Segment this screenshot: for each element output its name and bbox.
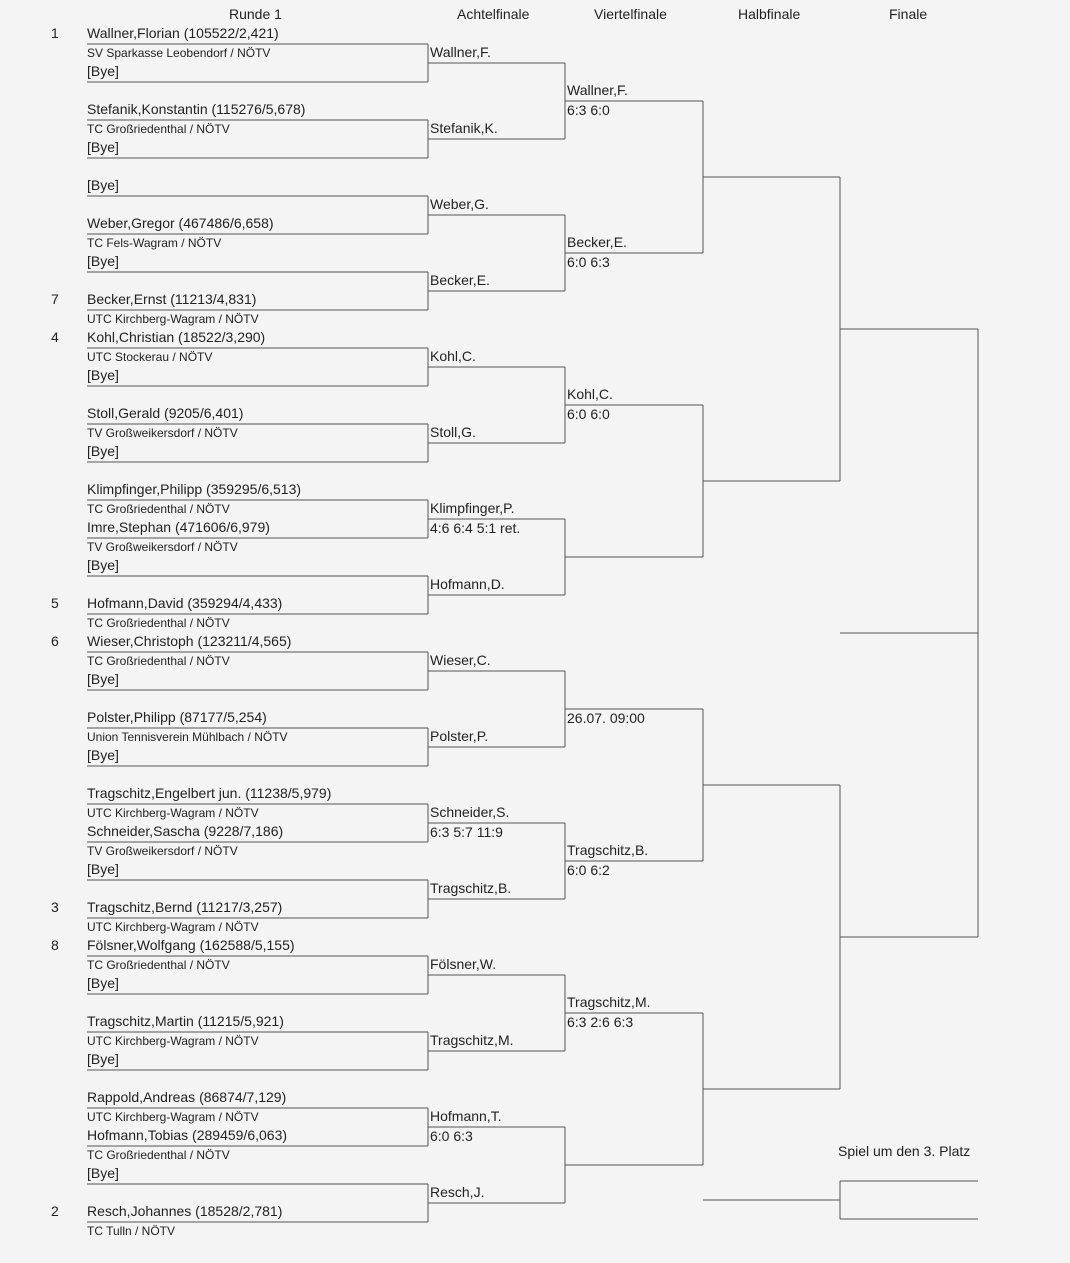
match-score: 6:3 2:6 6:3 — [567, 1014, 634, 1030]
player-name: [Bye] — [87, 747, 119, 763]
club-name: UTC Stockerau / NÖTV — [87, 350, 213, 364]
match-winner: Hofmann,T. — [430, 1108, 502, 1124]
player-name: Tragschitz,Engelbert jun. (11238/5,979) — [87, 785, 332, 801]
match-winner: Stoll,G. — [430, 424, 476, 440]
player-name: Tragschitz,Bernd (11217/3,257) — [87, 899, 283, 915]
match-winner: Weber,G. — [430, 196, 489, 212]
club-name: UTC Kirchberg-Wagram / NÖTV — [87, 312, 259, 326]
player-name: Schneider,Sascha (9228/7,186) — [87, 823, 284, 839]
match-winner: Stefanik,K. — [430, 120, 498, 136]
player-name: Fölsner,Wolfgang (162588/5,155) — [87, 937, 295, 953]
seed-number: 1 — [51, 25, 59, 41]
match-winner: Tragschitz,M. — [430, 1032, 514, 1048]
seed-number: 2 — [51, 1203, 59, 1219]
seed-number: 4 — [51, 329, 59, 345]
match-score: 6:3 5:7 11:9 — [430, 824, 503, 840]
player-name: [Bye] — [87, 139, 119, 155]
player-name: Hofmann,David (359294/4,433) — [87, 595, 283, 611]
player-name: Klimpfinger,Philipp (359295/6,513) — [87, 481, 302, 497]
match-winner: Schneider,S. — [430, 804, 510, 820]
match-score: 6:0 6:3 — [430, 1128, 473, 1144]
player-name: [Bye] — [87, 671, 119, 687]
player-name: Hofmann,Tobias (289459/6,063) — [87, 1127, 288, 1143]
player-name: Stoll,Gerald (9205/6,401) — [87, 405, 244, 421]
club-name: Union Tennisverein Mühlbach / NÖTV — [87, 730, 288, 744]
player-name: Rappold,Andreas (86874/7,129) — [87, 1089, 287, 1105]
club-name: TC Fels-Wagram / NÖTV — [87, 236, 222, 250]
player-name: Becker,Ernst (11213/4,831) — [87, 291, 257, 307]
club-name: UTC Kirchberg-Wagram / NÖTV — [87, 1110, 259, 1124]
player-name: [Bye] — [87, 1051, 119, 1067]
club-name: TV Großweikersdorf / NÖTV — [87, 426, 238, 440]
match-score: 6:0 6:2 — [567, 862, 610, 878]
player-name: [Bye] — [87, 443, 119, 459]
player-name: Resch,Johannes (18528/2,781) — [87, 1203, 283, 1219]
match-winner: Klimpfinger,P. — [430, 500, 515, 516]
header-halbfinale: Halbfinale — [738, 6, 801, 22]
match-score: 6:0 6:0 — [567, 406, 610, 422]
player-name: [Bye] — [87, 557, 119, 573]
club-name: TC Tulln / NÖTV — [87, 1224, 176, 1238]
seed-number: 3 — [51, 899, 59, 915]
club-name: SV Sparkasse Leobendorf / NÖTV — [87, 46, 271, 60]
match-winner: Hofmann,D. — [430, 576, 505, 592]
header-finale: Finale — [889, 6, 928, 22]
match-score: 6:3 6:0 — [567, 102, 610, 118]
match-winner: Wallner,F. — [567, 82, 628, 98]
match-winner: Becker,E. — [430, 272, 490, 288]
player-name: [Bye] — [87, 975, 119, 991]
match-winner: Wallner,F. — [430, 44, 491, 60]
club-name: TC Großriedenthal / NÖTV — [87, 958, 230, 972]
player-name: Imre,Stephan (471606/6,979) — [87, 519, 270, 535]
match-winner: Wieser,C. — [430, 652, 491, 668]
player-name: Polster,Philipp (87177/5,254) — [87, 709, 267, 725]
player-name: [Bye] — [87, 177, 119, 193]
match-score: 6:0 6:3 — [567, 254, 610, 270]
player-name: [Bye] — [87, 1165, 119, 1181]
header-achtelfinale: Achtelfinale — [457, 6, 530, 22]
header-viertelfinale: Viertelfinale — [594, 6, 667, 22]
club-name: TC Großriedenthal / NÖTV — [87, 1148, 230, 1162]
club-name: TC Großriedenthal / NÖTV — [87, 654, 230, 668]
player-name: [Bye] — [87, 253, 119, 269]
player-name: Stefanik,Konstantin (115276/5,678) — [87, 101, 306, 117]
match-winner: Resch,J. — [430, 1184, 485, 1200]
club-name: TV Großweikersdorf / NÖTV — [87, 540, 238, 554]
third-place-label: Spiel um den 3. Platz — [838, 1143, 971, 1159]
club-name: TC Großriedenthal / NÖTV — [87, 616, 230, 630]
match-winner: Fölsner,W. — [430, 956, 497, 972]
match-winner: Tragschitz,B. — [567, 842, 649, 858]
player-name: Tragschitz,Martin (11215/5,921) — [87, 1013, 284, 1029]
header-round1: Runde 1 — [229, 6, 282, 22]
player-name: [Bye] — [87, 63, 119, 79]
match-winner: Kohl,C. — [430, 348, 476, 364]
match-winner: Becker,E. — [567, 234, 627, 250]
player-name: [Bye] — [87, 861, 119, 877]
club-name: UTC Kirchberg-Wagram / NÖTV — [87, 920, 259, 934]
seed-number: 6 — [51, 633, 59, 649]
club-name: UTC Kirchberg-Wagram / NÖTV — [87, 806, 259, 820]
match-winner: Kohl,C. — [567, 386, 613, 402]
seed-number: 7 — [51, 291, 59, 307]
club-name: UTC Kirchberg-Wagram / NÖTV — [87, 1034, 259, 1048]
player-name: Wallner,Florian (105522/2,421) — [87, 25, 279, 41]
match-score: 26.07. 09:00 — [567, 710, 645, 726]
match-winner: Polster,P. — [430, 728, 489, 744]
player-name: Wieser,Christoph (123211/4,565) — [87, 633, 292, 649]
seed-number: 8 — [51, 937, 59, 953]
player-name: [Bye] — [87, 367, 119, 383]
match-score: 4:6 6:4 5:1 ret. — [430, 520, 521, 536]
player-name: Kohl,Christian (18522/3,290) — [87, 329, 266, 345]
match-winner: Tragschitz,M. — [567, 994, 651, 1010]
club-name: TV Großweikersdorf / NÖTV — [87, 844, 238, 858]
club-name: TC Großriedenthal / NÖTV — [87, 502, 230, 516]
club-name: TC Großriedenthal / NÖTV — [87, 122, 230, 136]
match-winner: Tragschitz,B. — [430, 880, 512, 896]
player-name: Weber,Gregor (467486/6,658) — [87, 215, 274, 231]
seed-number: 5 — [51, 595, 59, 611]
